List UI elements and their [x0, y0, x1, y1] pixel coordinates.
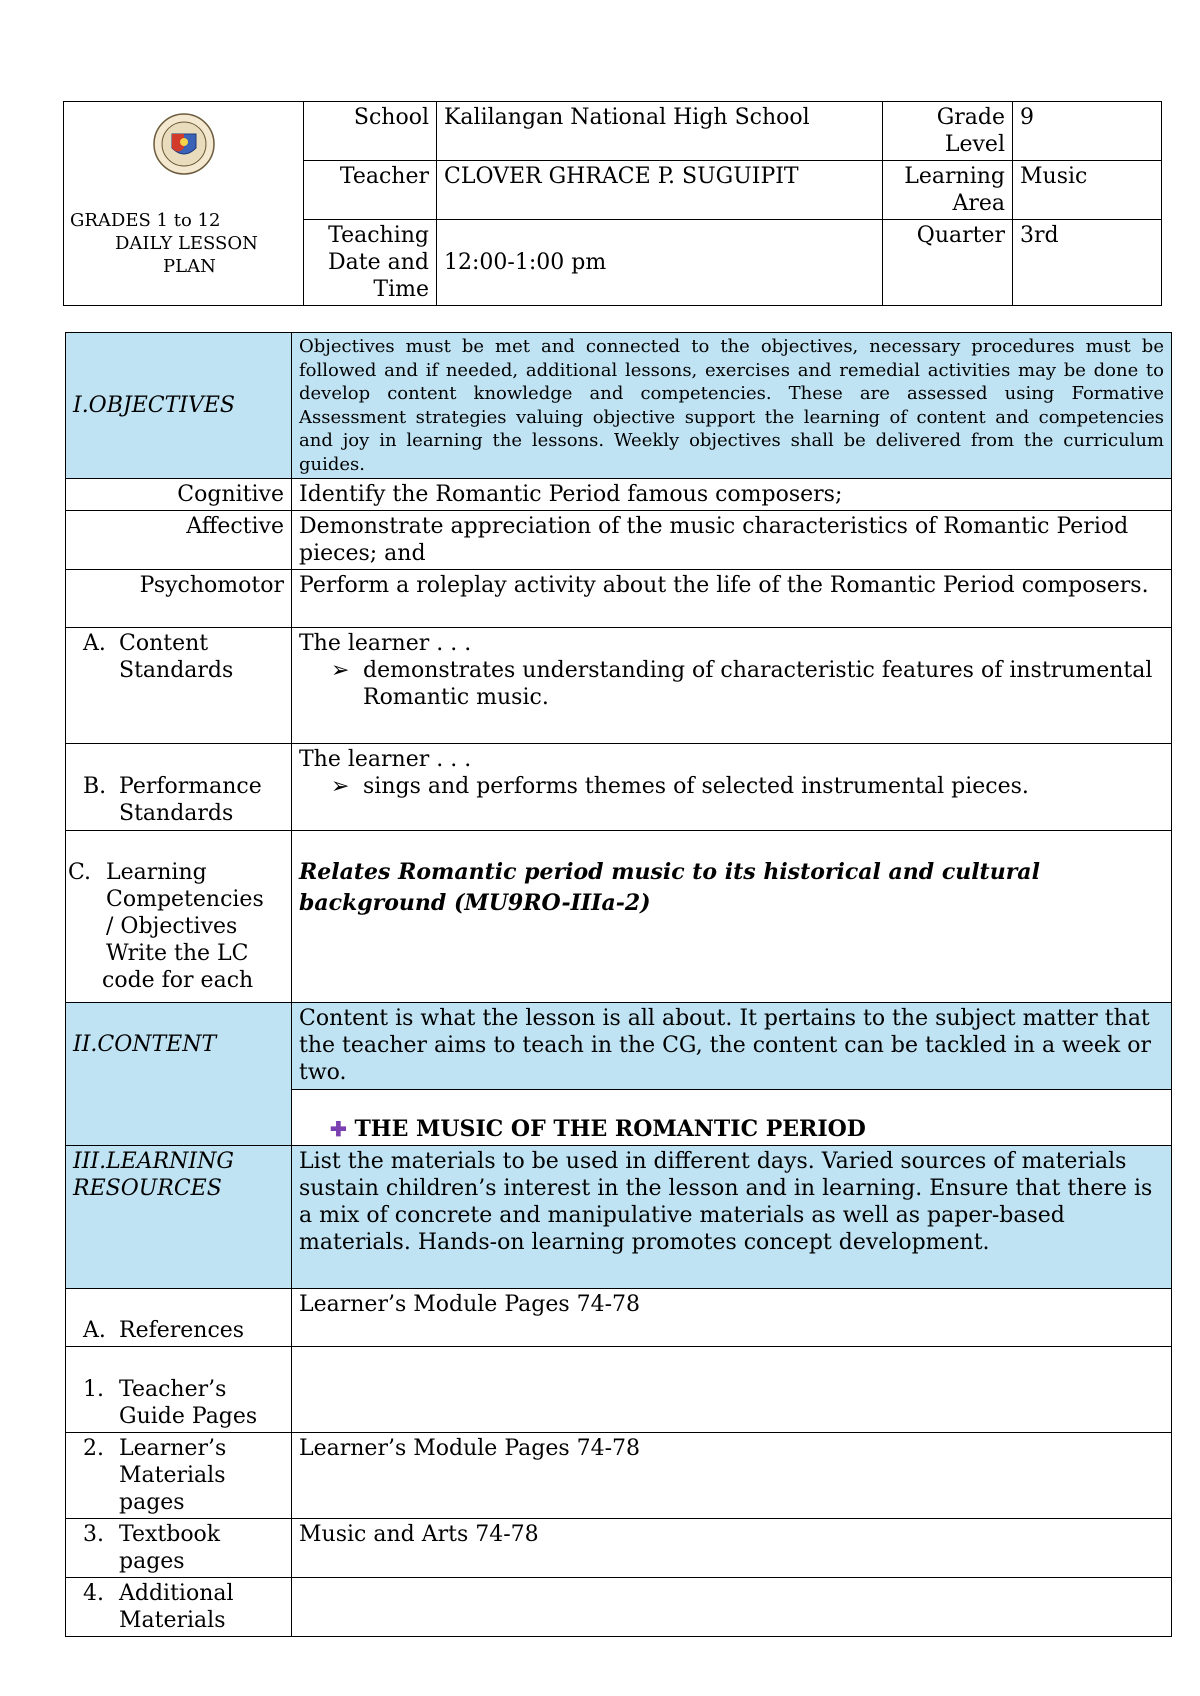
resource-item-4-label-1: Additional — [119, 1581, 234, 1606]
area-label-2: Area — [952, 191, 1005, 216]
resource-item-1-value — [292, 1347, 1172, 1433]
performance-standards-row — [66, 744, 1172, 831]
references-label — [66, 1289, 292, 1347]
header-table — [63, 101, 1162, 306]
grade-label-2: Level — [944, 132, 1005, 157]
resource-item-3-line1 — [73, 1521, 284, 1548]
teacher-label: Teacher — [304, 161, 437, 220]
date-label-3: Time — [373, 277, 429, 302]
content-row — [66, 1003, 1172, 1090]
grade-value: 9 — [1013, 102, 1162, 161]
doc-title-line2: DAILY LESSON — [115, 233, 258, 254]
date-value: 12:00-1:00 pm — [437, 220, 883, 306]
references-label-text: References — [119, 1318, 245, 1343]
resources-heading-1: III.LEARNING — [73, 1149, 234, 1174]
content-standards-label-2: Standards — [119, 658, 234, 683]
performance-standards-value — [292, 744, 1172, 831]
content-standards-bullet-item — [299, 657, 1164, 711]
content-standards-value — [292, 628, 1172, 744]
resources-instructions: List the materials to be used in different days. Varied sources of materials sustain children’s interest in the lesson and in learning. Ensure that there is a mix of concrete and manipulative materials as well as paper-based materials. Hands-on learning promotes concept development. — [292, 1146, 1172, 1289]
area-value: Music — [1013, 161, 1162, 220]
resource-item-2-label-1: Learner’s — [119, 1436, 227, 1461]
doc-title-line3: PLAN — [163, 256, 216, 277]
learning-competencies-label-1: Learning — [106, 860, 207, 885]
resources-row — [66, 1146, 1172, 1289]
resources-heading-2: RESOURCES — [73, 1176, 222, 1201]
content-topic: THE MUSIC OF THE ROMANTIC PERIOD — [354, 1116, 866, 1142]
psychomotor-row — [66, 570, 1172, 628]
references-letter: A. — [83, 1318, 106, 1343]
affective-value: Demonstrate appreciation of the music characteristics of Romantic Period pieces; and — [292, 511, 1172, 570]
area-label-1: Learning — [904, 164, 1005, 189]
content-standards-label-1: Content — [119, 631, 209, 656]
content-instructions: Content is what the lesson is all about. It pertains to the subject matter that the teacher aims to teach in the CG, the content can be tackled in a week or two. — [292, 1003, 1172, 1090]
resource-item-4-value — [292, 1578, 1172, 1637]
content-standards-letter: A. — [83, 631, 106, 656]
affective-row — [66, 511, 1172, 570]
learning-competencies-label-4: Write the LC — [106, 941, 249, 966]
content-topic-cell — [292, 1090, 1172, 1146]
resource-item-2-num: 2. — [83, 1436, 104, 1461]
arrow-bullet-icon: ➢ — [331, 774, 350, 799]
learning-competencies-label-5: code for each — [102, 968, 254, 993]
grade-label-1: Grade — [936, 105, 1005, 130]
learning-competencies-label-line1 — [68, 859, 284, 886]
performance-standards-label-2: Standards — [119, 801, 234, 826]
content-standards-label — [66, 628, 292, 744]
lesson-plan-table — [65, 332, 1172, 1637]
resource-item-2-line1 — [73, 1435, 284, 1462]
resource-item-3-label-2: pages — [119, 1549, 185, 1574]
resource-item-3-label-1: Textbook — [119, 1522, 221, 1547]
resource-item-row — [66, 1578, 1172, 1637]
content-standards-bullet: demonstrates understanding of characteristic features of instrumental Romantic music. — [363, 658, 1153, 710]
resource-item-row — [66, 1347, 1172, 1433]
performance-standards-label — [66, 744, 292, 831]
deped-seal — [70, 112, 297, 183]
references-value: Learner’s Module Pages 74-78 — [292, 1289, 1172, 1347]
resource-item-2-label — [66, 1433, 292, 1519]
learning-competencies-letter: C. — [68, 860, 92, 885]
content-standards-label-line1 — [73, 630, 284, 657]
learning-competencies-label-3: / Objectives — [106, 914, 238, 939]
cognitive-value: Identify the Romantic Period famous composers; — [292, 479, 1172, 511]
learning-competencies-value: Relates Romantic period music to its historical and cultural background (MU9RO-IIIa-2) — [292, 831, 1172, 1003]
resource-item-3-label — [66, 1519, 292, 1578]
resource-item-4-label-2: Materials — [119, 1608, 226, 1633]
doc-title-line1: GRADES 1 to 12 — [70, 210, 221, 231]
performance-standards-bullet-item — [299, 773, 1164, 800]
learning-competencies-row — [66, 831, 1172, 1003]
grade-label — [883, 102, 1013, 161]
doc-title — [70, 209, 297, 278]
psychomotor-label: Psychomotor — [66, 570, 292, 628]
performance-standards-label-1: Performance — [119, 774, 262, 799]
resources-heading — [66, 1146, 292, 1289]
objectives-heading: I.OBJECTIVES — [66, 333, 292, 479]
resource-item-1-num: 1. — [83, 1377, 104, 1402]
resource-item-2-label-2: Materials — [119, 1463, 226, 1488]
resource-item-row — [66, 1519, 1172, 1578]
resource-item-2-label-3: pages — [119, 1490, 185, 1515]
objectives-row — [66, 333, 1172, 479]
arrow-bullet-icon: ➢ — [331, 658, 350, 683]
psychomotor-value: Perform a roleplay activity about the life of the Romantic Period composers. — [292, 570, 1172, 628]
date-label-2: Date and — [328, 250, 429, 275]
resource-item-3-value: Music and Arts 74-78 — [292, 1519, 1172, 1578]
quarter-label: Quarter — [883, 220, 1013, 306]
resource-item-1-line1 — [73, 1376, 284, 1403]
resource-item-4-line1 — [73, 1580, 284, 1607]
date-label — [304, 220, 437, 306]
performance-standards-bullet: sings and performs themes of selected instrumental pieces. — [363, 774, 1029, 799]
quarter-value: 3rd — [1013, 220, 1162, 306]
performance-standards-label-line1 — [73, 773, 284, 800]
resource-item-row — [66, 1433, 1172, 1519]
resource-item-1-label-1: Teacher’s — [119, 1377, 227, 1402]
date-label-1: Teaching — [328, 223, 429, 248]
objectives-instructions: Objectives must be met and connected to the objectives, necessary procedures must be followed and if needed, additional lessons, exercises and remedial activities may be done to develop content knowledge and competencies. These are assessed using Formative Assessment strategies valuing objective support the learning of content and competencies and joy in learning the lessons. Weekly objectives shall be delivered from the curriculum guides. — [292, 333, 1172, 479]
resource-item-4-label — [66, 1578, 292, 1637]
content-standards-intro: The learner . . . — [299, 631, 472, 656]
references-row — [66, 1289, 1172, 1347]
resource-item-1-label — [66, 1347, 292, 1433]
header-logo-cell — [64, 102, 304, 306]
content-standards-row — [66, 628, 1172, 744]
references-label-line — [73, 1317, 284, 1344]
school-label: School — [304, 102, 437, 161]
performance-standards-intro: The learner . . . — [299, 747, 472, 772]
learning-competencies-label-2: Competencies — [106, 887, 264, 912]
resource-item-1-label-2: Guide Pages — [119, 1404, 258, 1429]
plus-bullet-icon: ✚ — [330, 1117, 347, 1141]
teacher-value: CLOVER GHRACE P. SUGUIPIT — [437, 161, 883, 220]
performance-standards-letter: B. — [83, 774, 107, 799]
affective-label: Affective — [66, 511, 292, 570]
cognitive-label: Cognitive — [66, 479, 292, 511]
area-label — [883, 161, 1013, 220]
resource-item-3-num: 3. — [83, 1522, 104, 1547]
learning-competencies-label — [66, 831, 292, 1003]
resource-item-2-value: Learner’s Module Pages 74-78 — [292, 1433, 1172, 1519]
cognitive-row — [66, 479, 1172, 511]
resource-item-4-num: 4. — [83, 1581, 104, 1606]
school-value: Kalilangan National High School — [437, 102, 883, 161]
content-heading: II.CONTENT — [66, 1003, 292, 1146]
